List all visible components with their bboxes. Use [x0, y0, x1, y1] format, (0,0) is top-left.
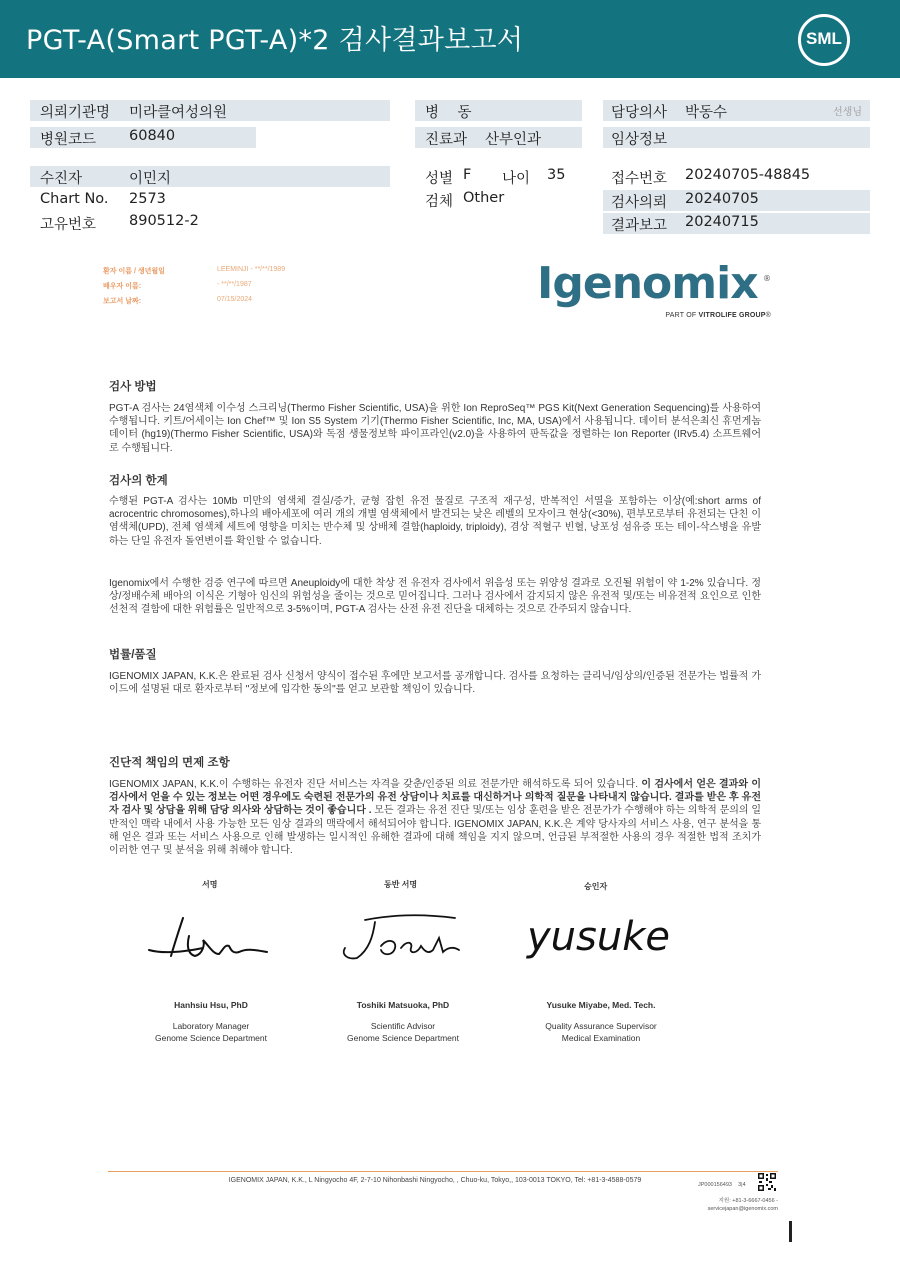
- disclaimer-title: 진단적 책임의 면제 조항: [109, 757, 230, 769]
- report-header: [0, 0, 900, 78]
- receipt-value: 20240705-48845: [685, 167, 811, 183]
- institution-value: 미라클여성의원: [129, 105, 228, 121]
- signer-2-department: Genome Science Department: [347, 1033, 459, 1043]
- chart-no-value: 2573: [129, 191, 166, 207]
- footer-divider: [108, 1171, 778, 1172]
- igenomix-registered-mark: ®: [763, 274, 771, 283]
- method-title: 검사 방법: [109, 381, 157, 393]
- age-label: 나이: [502, 171, 531, 187]
- department-value: 산부인과: [485, 132, 542, 148]
- clinical-info-field: [603, 127, 870, 148]
- clinical-info-label: 임상정보: [611, 132, 668, 148]
- report-date-small-label: 보고서 날짜:: [103, 298, 142, 305]
- unique-id-field: [30, 212, 390, 233]
- method-paragraph: PGT-A 검사는 24염색체 이수성 스크리닝(Thermo Fisher Scientific, USA)을 위한 Ion ReproSeq™ PGS Kit(Next Generation Sequencing)를 사용하여 수행됩니다. 키트/어세이는 Ion Chef™ 및 Ion S5 System 기기(Thermo Fisher Scientific, Inc, MA, USA)에서 사용됩니다. 데이터 분석은최신 휴먼게놈데이터 (hg19)(Thermo Fisher Scientific, USA)와 독점 생물정보학 파이프라인(v2.0)을 사용하여 판독값을 정렬하는 Ion Reporter (IRv5.4) 소프트웨어로 수행됩니다.: [109, 403, 761, 454]
- signer-1-title: Laboratory Manager: [172, 1021, 250, 1031]
- ward-field: [415, 100, 582, 121]
- footer-contact: [680, 1197, 778, 1213]
- sml-logo-icon: [798, 14, 850, 66]
- signer-1-name: Hanhsiu Hsu, PhD: [174, 1000, 248, 1010]
- legal-paragraph: IGENOMIX JAPAN, K.K.은 완료된 검사 신청서 양식이 접수된 후에만 보고서를 공개합니다. 검사를 요청하는 클리닉/임상의/인증된 전문가는 법률적 가이드에 설명된 대로 환자로부터 "정보에 입각한 동의"를 얻고 보관할 책임이 있습니다.: [109, 671, 761, 696]
- department-field: [415, 127, 582, 148]
- signature-miyabe-text: yusuke: [527, 914, 670, 960]
- tagline-prefix: PART OF: [665, 312, 699, 319]
- specimen-label: 검체: [425, 194, 454, 210]
- institution-label: 의뢰기관명: [40, 105, 111, 121]
- disclaimer-bold-text: 이 검사에서 얻은 결과와 이 검사에서 얻을 수 있는 정보는 어떤 경우에도 숙련된 전문가의 유전 상담이나 치료를 대신하거나 의학적 질문을 나타내지 않습니다. 결과를 받은 후 유전자 검사 및 상담을 위해 담당 의사와 상담하는 것이 좋습니다 .: [109, 779, 762, 817]
- sex-value: F: [463, 167, 472, 183]
- hospital-code-field: [30, 127, 256, 148]
- receipt-field: [603, 166, 870, 187]
- approver-label: 승인자: [584, 882, 608, 891]
- signer-2-title: Scientific Advisor: [370, 1021, 436, 1031]
- doctor-value: 박동수: [685, 105, 728, 121]
- signer-2-name: Toshiki Matsuoka, PhD: [356, 1000, 450, 1010]
- report-title: PGT-A(Smart PGT-A)*2 검사결과보고서: [26, 25, 524, 56]
- patient-label: 수진자: [40, 171, 83, 187]
- signature-miyabe-icon: [525, 898, 695, 978]
- limits-paragraph-1: 수행된 PGT-A 검사는 10Mb 미만의 염색체 결실/증가, 균형 잡힌 유전 물질로 구조적 재구성, 반복적인 서열을 포함하는 이상(예:short arms of acrocentric chromosomes),하나의 배아세포에 여러 개의 개별 염색체에서 발견되는 낮은 레벨의 모자이크 현상(<30%), 편부모로부터 유전되는 단친 이염색체(UPD), 전체 염색체 세트에 영향을 미치는 반수체 및 상배체 결함(haploidy, triploidy), 겸상 적혈구 빈혈, 낭포성 섬유증 또는 테이-삭스병을 유발하는 단일 유전자 돌연변이를 확인할 수 없습니다.: [109, 496, 761, 547]
- signer-3-name: Yusuke Miyabe, Med. Tech.: [546, 1000, 656, 1010]
- institution-field: [30, 100, 390, 121]
- tagline-bold: VITROLIFE GROUP: [698, 312, 766, 319]
- specimen-field: [415, 189, 582, 210]
- footer-phone: 지원: +81-3-6667-0456 -: [718, 1198, 778, 1204]
- disclaimer-text-2: 모든 결과는 유전 진단 및/또는 임상 훈련을 받은 전문가가 수행해야 하는 의학적 문의의 일반적인 맥락 내에서 사용 가능한 모든 임상 결과의 맥락에서 해석되어야 합니다. IGENOMIX JAPAN, K.K.은 계약 당사자의 서비스 사용, 연구 분석을 통해 얻은 결과 또는 서비스 사용으로 인해 발생하는 일시적인 유해한 결과에 대해 책임을 지지 않으며, 언급된 부적절한 사용의 경우 적절한 법적 조치가 이러한 연구 및 분석을 위해 취해야 합니다.: [109, 805, 762, 857]
- sex-label: 성별: [425, 171, 454, 187]
- igenomix-wordmark: Igenomix: [537, 258, 758, 309]
- report-date-small-value: 07/15/2024: [217, 296, 253, 303]
- doc-id: JP000156493: [698, 1182, 732, 1188]
- department-label: 진료과: [425, 132, 468, 148]
- cosignature-label: 동반 서명: [384, 880, 418, 889]
- patient-name-label: 환자 이름 / 생년월일: [103, 268, 165, 275]
- footer-address: IGENOMIX JAPAN, K.K., L Ningyocho 4F, 2-7-10 Nihonbashi Ningyocho, , Chuo-ku, Tokyo,, 103-0013 TOKYO, Tel: +81-3-4588-0579: [228, 1177, 642, 1184]
- footer-doc-id: [698, 1182, 746, 1188]
- doctor-field: [603, 100, 870, 121]
- unique-id-value: 890512-2: [129, 213, 199, 229]
- hospital-code-value: 60840: [129, 128, 176, 144]
- patient-name-value: LEEMINJI - **/**/1989: [217, 266, 286, 273]
- patient-field: [30, 166, 390, 187]
- disclaimer-paragraph: [109, 778, 761, 857]
- report-date-field: [603, 213, 870, 234]
- tagline-suffix: ®: [765, 312, 771, 319]
- signer-3-title: Quality Assurance Supervisor: [545, 1021, 657, 1031]
- footer-email[interactable]: servicejapan@igenomix.com: [707, 1206, 778, 1212]
- sml-logo-text: SML: [806, 29, 842, 48]
- signature-matsuoka-icon: [335, 910, 470, 970]
- page-number: 3|4: [738, 1182, 746, 1188]
- chart-no-field: [30, 190, 390, 211]
- patient-value: 이민지: [129, 171, 172, 187]
- report-date-value: 20240715: [685, 214, 759, 230]
- doctor-suffix: 선생님: [833, 107, 862, 118]
- vitrolife-tagline: [665, 312, 771, 319]
- chart-no-label: Chart No.: [40, 191, 109, 207]
- igenomix-logo: [537, 258, 777, 324]
- age-value: 35: [547, 167, 566, 183]
- signer-3-role: [501, 1020, 701, 1044]
- spouse-name-label: 배우자 이름:: [103, 283, 142, 290]
- disclaimer-text-1: IGENOMIX JAPAN, K.K.이 수행하는 유전자 진단 서비스는 자격을 갖춘/인증된 의료 전문가만 해석하도록 되어 있습니다.: [109, 779, 638, 790]
- request-date-value: 20240705: [685, 191, 759, 207]
- receipt-label: 접수번호: [611, 171, 668, 187]
- unique-id-label: 고유번호: [40, 217, 97, 233]
- doctor-label: 담당의사: [611, 105, 668, 121]
- legal-title: 법률/품질: [109, 649, 157, 661]
- spouse-name-value: - **/**/1987: [217, 281, 252, 288]
- signer-3-department: Medical Examination: [561, 1033, 641, 1043]
- request-date-field: [603, 190, 870, 211]
- signature-label: 서명: [202, 880, 218, 889]
- request-date-label: 검사의뢰: [611, 195, 668, 211]
- signature-hsu-icon: [143, 910, 273, 970]
- limits-title: 검사의 한계: [109, 475, 168, 487]
- signer-2-role: [303, 1020, 503, 1044]
- signer-1-department: Genome Science Department: [155, 1033, 267, 1043]
- report-date-label: 결과보고: [611, 218, 668, 234]
- signer-1-role: [111, 1020, 311, 1044]
- ward-label: 병 동: [425, 105, 472, 121]
- page-edge-mark: [789, 1221, 792, 1242]
- qr-code-icon: [757, 1172, 777, 1192]
- specimen-value: Other: [463, 190, 505, 206]
- sex-age-field: [415, 166, 582, 187]
- hospital-code-label: 병원코드: [40, 132, 97, 148]
- limits-paragraph-2: Igenomix에서 수행한 검증 연구에 따르면 Aneuploidy에 대한 착상 전 유전자 검사에서 위음성 또는 위양성 결과로 오진될 위험이 약 1-2% 있습니다. 정상/정배수체 배아의 이식은 기형아 임신의 위험성을 줄이는 것으로 믿어집니다. 그러나 검사에서 감지되지 않은 유전적 및/또는 비유전적 요인으로 인한 선천적 결함에 대한 위험률은 일반적으로 3-5%이며, PGT-A 검사는 산전 유전 진단을 대체하는 것으로 간주되지 않습니다.: [109, 578, 761, 616]
